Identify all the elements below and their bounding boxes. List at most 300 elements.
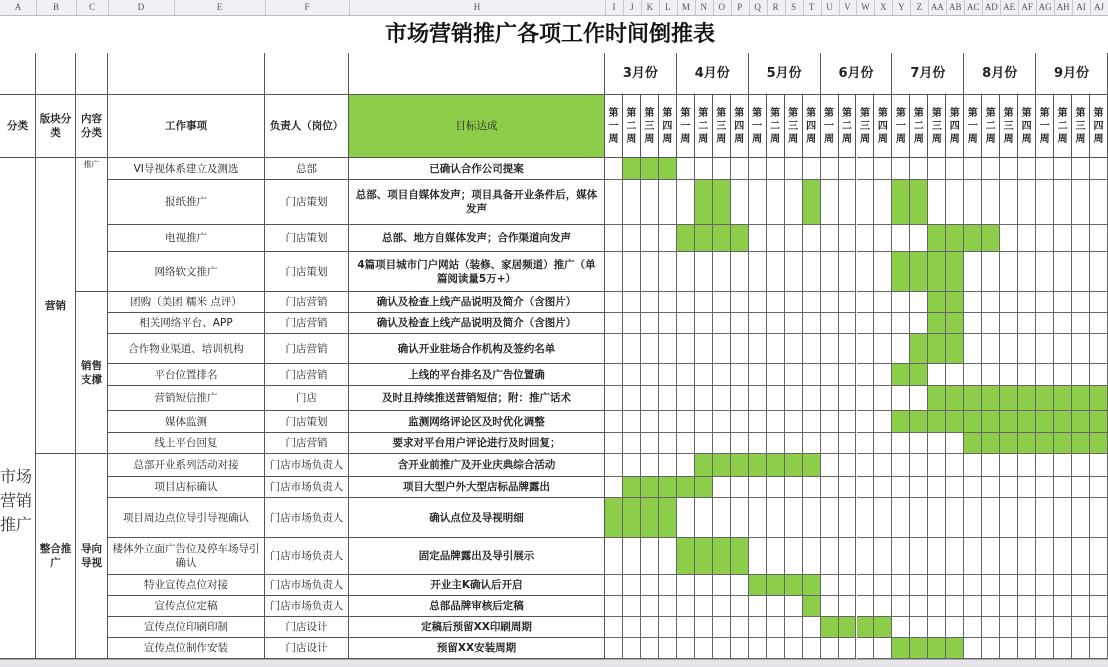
- gantt-cell[interactable]: [821, 252, 839, 292]
- gantt-cell[interactable]: [857, 292, 875, 313]
- gantt-cell[interactable]: [1072, 158, 1090, 180]
- gantt-cell[interactable]: [623, 433, 641, 454]
- gantt-cell[interactable]: [946, 225, 964, 252]
- gantt-cell[interactable]: [767, 498, 785, 538]
- gantt-cell[interactable]: [857, 596, 875, 617]
- gantt-cell[interactable]: [1054, 575, 1072, 596]
- gantt-cell[interactable]: [964, 411, 982, 433]
- gantt-cell[interactable]: [1090, 638, 1108, 659]
- gantt-cell[interactable]: [910, 498, 928, 538]
- gantt-cell[interactable]: [946, 411, 964, 433]
- gantt-cell[interactable]: [623, 538, 641, 575]
- gantt-cell[interactable]: [892, 180, 910, 225]
- gantt-cell[interactable]: [1090, 292, 1108, 313]
- gantt-cell[interactable]: [892, 538, 910, 575]
- gantt-cell[interactable]: [892, 292, 910, 313]
- gantt-cell[interactable]: [839, 538, 857, 575]
- gantt-cell[interactable]: [659, 292, 677, 313]
- gantt-cell[interactable]: [1000, 386, 1018, 411]
- gantt-cell[interactable]: [821, 638, 839, 659]
- gantt-cell[interactable]: [803, 364, 821, 386]
- gantt-cell[interactable]: [641, 538, 659, 575]
- gantt-cell[interactable]: [803, 538, 821, 575]
- gantt-cell[interactable]: [839, 498, 857, 538]
- gantt-cell[interactable]: [964, 433, 982, 454]
- gantt-cell[interactable]: [785, 386, 803, 411]
- column-header-AF[interactable]: AF: [1018, 0, 1037, 15]
- gantt-cell[interactable]: [677, 538, 695, 575]
- gantt-cell[interactable]: [785, 364, 803, 386]
- column-header-A[interactable]: A: [0, 0, 37, 15]
- gantt-cell[interactable]: [767, 225, 785, 252]
- gantt-cell[interactable]: [695, 334, 713, 364]
- gantt-cell[interactable]: [857, 313, 875, 334]
- gantt-cell[interactable]: [731, 364, 749, 386]
- column-header-J[interactable]: J: [623, 0, 642, 15]
- gantt-cell[interactable]: [821, 575, 839, 596]
- gantt-cell[interactable]: [785, 638, 803, 659]
- gantt-cell[interactable]: [1000, 158, 1018, 180]
- gantt-cell[interactable]: [695, 638, 713, 659]
- gantt-cell[interactable]: [874, 477, 892, 498]
- gantt-cell[interactable]: [1090, 180, 1108, 225]
- gantt-cell[interactable]: [695, 252, 713, 292]
- gantt-cell[interactable]: [928, 386, 946, 411]
- gantt-cell[interactable]: [785, 498, 803, 538]
- column-header-K[interactable]: K: [641, 0, 660, 15]
- gantt-cell[interactable]: [659, 386, 677, 411]
- gantt-cell[interactable]: [910, 158, 928, 180]
- gantt-cell[interactable]: [731, 386, 749, 411]
- gantt-cell[interactable]: [982, 575, 1000, 596]
- gantt-cell[interactable]: [857, 180, 875, 225]
- gantt-cell[interactable]: [1018, 386, 1036, 411]
- gantt-cell[interactable]: [964, 638, 982, 659]
- gantt-cell[interactable]: [910, 292, 928, 313]
- gantt-cell[interactable]: [982, 617, 1000, 638]
- gantt-cell[interactable]: [731, 617, 749, 638]
- gantt-cell[interactable]: [964, 252, 982, 292]
- gantt-cell[interactable]: [767, 411, 785, 433]
- gantt-cell[interactable]: [803, 292, 821, 313]
- column-header-Y[interactable]: Y: [892, 0, 911, 15]
- gantt-cell[interactable]: [928, 180, 946, 225]
- gantt-cell[interactable]: [982, 386, 1000, 411]
- gantt-cell[interactable]: [767, 158, 785, 180]
- gantt-cell[interactable]: [749, 477, 767, 498]
- column-header-B[interactable]: B: [36, 0, 77, 15]
- gantt-cell[interactable]: [1000, 638, 1018, 659]
- gantt-cell[interactable]: [821, 454, 839, 477]
- gantt-cell[interactable]: [1036, 538, 1054, 575]
- gantt-cell[interactable]: [1000, 538, 1018, 575]
- gantt-cell[interactable]: [910, 225, 928, 252]
- gantt-cell[interactable]: [1000, 313, 1018, 334]
- gantt-cell[interactable]: [1072, 454, 1090, 477]
- gantt-cell[interactable]: [874, 158, 892, 180]
- gantt-cell[interactable]: [749, 252, 767, 292]
- gantt-cell[interactable]: [623, 180, 641, 225]
- gantt-cell[interactable]: [964, 498, 982, 538]
- gantt-cell[interactable]: [821, 538, 839, 575]
- gantt-cell[interactable]: [605, 225, 623, 252]
- gantt-cell[interactable]: [767, 292, 785, 313]
- gantt-cell[interactable]: [803, 411, 821, 433]
- gantt-cell[interactable]: [1036, 433, 1054, 454]
- gantt-cell[interactable]: [964, 292, 982, 313]
- gantt-cell[interactable]: [982, 596, 1000, 617]
- gantt-cell[interactable]: [641, 158, 659, 180]
- gantt-cell[interactable]: [749, 313, 767, 334]
- gantt-cell[interactable]: [677, 617, 695, 638]
- gantt-cell[interactable]: [623, 225, 641, 252]
- gantt-cell[interactable]: [1054, 334, 1072, 364]
- gantt-cell[interactable]: [874, 386, 892, 411]
- gantt-cell[interactable]: [623, 454, 641, 477]
- gantt-cell[interactable]: [641, 575, 659, 596]
- gantt-cell[interactable]: [892, 498, 910, 538]
- gantt-cell[interactable]: [623, 313, 641, 334]
- gantt-cell[interactable]: [964, 158, 982, 180]
- gantt-cell[interactable]: [731, 477, 749, 498]
- gantt-cell[interactable]: [982, 477, 1000, 498]
- gantt-cell[interactable]: [982, 313, 1000, 334]
- gantt-cell[interactable]: [641, 454, 659, 477]
- gantt-cell[interactable]: [695, 180, 713, 225]
- gantt-cell[interactable]: [964, 334, 982, 364]
- gantt-cell[interactable]: [839, 477, 857, 498]
- gantt-cell[interactable]: [749, 364, 767, 386]
- gantt-cell[interactable]: [1036, 158, 1054, 180]
- gantt-cell[interactable]: [1018, 252, 1036, 292]
- gantt-cell[interactable]: [677, 498, 695, 538]
- gantt-cell[interactable]: [713, 313, 731, 334]
- gantt-cell[interactable]: [1072, 617, 1090, 638]
- gantt-cell[interactable]: [731, 313, 749, 334]
- gantt-cell[interactable]: [839, 292, 857, 313]
- gantt-cell[interactable]: [605, 596, 623, 617]
- gantt-cell[interactable]: [1000, 433, 1018, 454]
- gantt-cell[interactable]: [749, 575, 767, 596]
- gantt-cell[interactable]: [1090, 498, 1108, 538]
- gantt-cell[interactable]: [767, 538, 785, 575]
- gantt-cell[interactable]: [713, 498, 731, 538]
- gantt-cell[interactable]: [946, 498, 964, 538]
- gantt-cell[interactable]: [857, 334, 875, 364]
- gantt-cell[interactable]: [749, 617, 767, 638]
- gantt-cell[interactable]: [1054, 158, 1072, 180]
- gantt-cell[interactable]: [1000, 575, 1018, 596]
- gantt-cell[interactable]: [1054, 617, 1072, 638]
- gantt-cell[interactable]: [1000, 596, 1018, 617]
- gantt-cell[interactable]: [677, 292, 695, 313]
- gantt-cell[interactable]: [1036, 454, 1054, 477]
- gantt-cell[interactable]: [839, 454, 857, 477]
- gantt-cell[interactable]: [839, 433, 857, 454]
- gantt-cell[interactable]: [928, 477, 946, 498]
- gantt-cell[interactable]: [731, 225, 749, 252]
- gantt-cell[interactable]: [641, 180, 659, 225]
- gantt-cell[interactable]: [892, 638, 910, 659]
- gantt-cell[interactable]: [982, 158, 1000, 180]
- gantt-cell[interactable]: [677, 596, 695, 617]
- gantt-cell[interactable]: [1090, 334, 1108, 364]
- gantt-cell[interactable]: [857, 411, 875, 433]
- gantt-cell[interactable]: [1018, 477, 1036, 498]
- gantt-cell[interactable]: [695, 433, 713, 454]
- gantt-cell[interactable]: [910, 617, 928, 638]
- gantt-cell[interactable]: [1018, 596, 1036, 617]
- gantt-cell[interactable]: [821, 617, 839, 638]
- gantt-cell[interactable]: [1072, 498, 1090, 538]
- gantt-cell[interactable]: [982, 180, 1000, 225]
- gantt-cell[interactable]: [1054, 252, 1072, 292]
- gantt-cell[interactable]: [605, 180, 623, 225]
- gantt-cell[interactable]: [821, 596, 839, 617]
- gantt-cell[interactable]: [659, 575, 677, 596]
- gantt-cell[interactable]: [1036, 477, 1054, 498]
- gantt-cell[interactable]: [910, 364, 928, 386]
- gantt-cell[interactable]: [713, 575, 731, 596]
- gantt-cell[interactable]: [623, 498, 641, 538]
- gantt-cell[interactable]: [946, 180, 964, 225]
- gantt-cell[interactable]: [731, 334, 749, 364]
- gantt-cell[interactable]: [928, 292, 946, 313]
- gantt-cell[interactable]: [677, 180, 695, 225]
- gantt-cell[interactable]: [874, 538, 892, 575]
- column-header-L[interactable]: L: [659, 0, 678, 15]
- gantt-cell[interactable]: [1000, 364, 1018, 386]
- gantt-cell[interactable]: [659, 180, 677, 225]
- gantt-cell[interactable]: [892, 454, 910, 477]
- gantt-cell[interactable]: [982, 433, 1000, 454]
- gantt-cell[interactable]: [713, 617, 731, 638]
- gantt-cell[interactable]: [659, 334, 677, 364]
- gantt-cell[interactable]: [892, 225, 910, 252]
- gantt-cell[interactable]: [605, 386, 623, 411]
- gantt-cell[interactable]: [1072, 292, 1090, 313]
- gantt-cell[interactable]: [1036, 411, 1054, 433]
- gantt-cell[interactable]: [605, 617, 623, 638]
- gantt-cell[interactable]: [1000, 617, 1018, 638]
- gantt-cell[interactable]: [857, 575, 875, 596]
- gantt-cell[interactable]: [623, 477, 641, 498]
- gantt-cell[interactable]: [677, 454, 695, 477]
- column-header-W[interactable]: W: [857, 0, 876, 15]
- gantt-cell[interactable]: [749, 180, 767, 225]
- gantt-cell[interactable]: [749, 334, 767, 364]
- gantt-cell[interactable]: [910, 252, 928, 292]
- gantt-cell[interactable]: [964, 225, 982, 252]
- gantt-cell[interactable]: [731, 411, 749, 433]
- gantt-cell[interactable]: [857, 498, 875, 538]
- gantt-cell[interactable]: [1090, 575, 1108, 596]
- gantt-cell[interactable]: [1018, 638, 1036, 659]
- gantt-cell[interactable]: [767, 252, 785, 292]
- gantt-cell[interactable]: [1036, 252, 1054, 292]
- gantt-cell[interactable]: [892, 477, 910, 498]
- gantt-cell[interactable]: [982, 411, 1000, 433]
- gantt-cell[interactable]: [1018, 225, 1036, 252]
- column-header-Z[interactable]: Z: [910, 0, 929, 15]
- gantt-cell[interactable]: [1000, 454, 1018, 477]
- gantt-cell[interactable]: [695, 454, 713, 477]
- gantt-cell[interactable]: [874, 638, 892, 659]
- gantt-cell[interactable]: [1000, 225, 1018, 252]
- gantt-cell[interactable]: [785, 252, 803, 292]
- gantt-cell[interactable]: [803, 638, 821, 659]
- column-header-X[interactable]: X: [874, 0, 893, 15]
- gantt-cell[interactable]: [677, 411, 695, 433]
- gantt-cell[interactable]: [767, 180, 785, 225]
- column-header-D[interactable]: D: [108, 0, 175, 15]
- gantt-cell[interactable]: [731, 158, 749, 180]
- gantt-cell[interactable]: [749, 411, 767, 433]
- gantt-cell[interactable]: [982, 292, 1000, 313]
- gantt-cell[interactable]: [964, 386, 982, 411]
- gantt-cell[interactable]: [785, 433, 803, 454]
- gantt-cell[interactable]: [1036, 596, 1054, 617]
- gantt-cell[interactable]: [839, 158, 857, 180]
- gantt-cell[interactable]: [605, 252, 623, 292]
- gantt-cell[interactable]: [1036, 498, 1054, 538]
- gantt-cell[interactable]: [641, 617, 659, 638]
- gantt-cell[interactable]: [892, 313, 910, 334]
- gantt-cell[interactable]: [785, 477, 803, 498]
- gantt-cell[interactable]: [910, 411, 928, 433]
- gantt-cell[interactable]: [1090, 411, 1108, 433]
- gantt-cell[interactable]: [839, 180, 857, 225]
- gantt-cell[interactable]: [659, 252, 677, 292]
- gantt-cell[interactable]: [839, 364, 857, 386]
- gantt-cell[interactable]: [982, 638, 1000, 659]
- gantt-cell[interactable]: [857, 364, 875, 386]
- gantt-cell[interactable]: [785, 596, 803, 617]
- gantt-cell[interactable]: [839, 313, 857, 334]
- gantt-cell[interactable]: [821, 180, 839, 225]
- gantt-cell[interactable]: [767, 454, 785, 477]
- gantt-cell[interactable]: [1000, 477, 1018, 498]
- gantt-cell[interactable]: [677, 252, 695, 292]
- gantt-cell[interactable]: [982, 538, 1000, 575]
- gantt-cell[interactable]: [946, 538, 964, 575]
- gantt-cell[interactable]: [874, 411, 892, 433]
- gantt-cell[interactable]: [874, 433, 892, 454]
- gantt-cell[interactable]: [677, 158, 695, 180]
- gantt-cell[interactable]: [1018, 454, 1036, 477]
- gantt-cell[interactable]: [1018, 433, 1036, 454]
- gantt-cell[interactable]: [785, 454, 803, 477]
- gantt-cell[interactable]: [928, 538, 946, 575]
- gantt-cell[interactable]: [839, 334, 857, 364]
- gantt-cell[interactable]: [964, 477, 982, 498]
- gantt-cell[interactable]: [785, 334, 803, 364]
- gantt-cell[interactable]: [803, 252, 821, 292]
- gantt-cell[interactable]: [749, 638, 767, 659]
- gantt-cell[interactable]: [605, 454, 623, 477]
- gantt-cell[interactable]: [857, 386, 875, 411]
- gantt-cell[interactable]: [1018, 292, 1036, 313]
- gantt-cell[interactable]: [659, 225, 677, 252]
- gantt-cell[interactable]: [749, 158, 767, 180]
- column-header-AA[interactable]: AA: [928, 0, 947, 15]
- gantt-cell[interactable]: [695, 411, 713, 433]
- gantt-cell[interactable]: [659, 538, 677, 575]
- gantt-cell[interactable]: [623, 596, 641, 617]
- gantt-cell[interactable]: [1054, 538, 1072, 575]
- gantt-cell[interactable]: [964, 313, 982, 334]
- gantt-cell[interactable]: [731, 180, 749, 225]
- gantt-cell[interactable]: [731, 252, 749, 292]
- gantt-cell[interactable]: [623, 334, 641, 364]
- gantt-cell[interactable]: [946, 364, 964, 386]
- gantt-cell[interactable]: [892, 433, 910, 454]
- gantt-cell[interactable]: [803, 158, 821, 180]
- gantt-cell[interactable]: [928, 411, 946, 433]
- gantt-cell[interactable]: [623, 158, 641, 180]
- gantt-cell[interactable]: [785, 411, 803, 433]
- gantt-cell[interactable]: [964, 364, 982, 386]
- gantt-cell[interactable]: [874, 454, 892, 477]
- gantt-cell[interactable]: [910, 638, 928, 659]
- gantt-cell[interactable]: [803, 596, 821, 617]
- gantt-cell[interactable]: [803, 454, 821, 477]
- gantt-cell[interactable]: [713, 433, 731, 454]
- gantt-cell[interactable]: [1036, 364, 1054, 386]
- gantt-cell[interactable]: [892, 575, 910, 596]
- gantt-cell[interactable]: [713, 454, 731, 477]
- gantt-cell[interactable]: [892, 252, 910, 292]
- gantt-cell[interactable]: [821, 313, 839, 334]
- gantt-cell[interactable]: [928, 252, 946, 292]
- gantt-cell[interactable]: [605, 477, 623, 498]
- gantt-cell[interactable]: [749, 538, 767, 575]
- gantt-cell[interactable]: [874, 292, 892, 313]
- gantt-cell[interactable]: [803, 433, 821, 454]
- gantt-cell[interactable]: [659, 364, 677, 386]
- gantt-cell[interactable]: [767, 334, 785, 364]
- gantt-cell[interactable]: [1018, 158, 1036, 180]
- gantt-cell[interactable]: [803, 386, 821, 411]
- gantt-cell[interactable]: [1000, 252, 1018, 292]
- gantt-cell[interactable]: [677, 334, 695, 364]
- gantt-cell[interactable]: [1036, 386, 1054, 411]
- gantt-cell[interactable]: [695, 158, 713, 180]
- gantt-cell[interactable]: [821, 433, 839, 454]
- gantt-cell[interactable]: [910, 575, 928, 596]
- gantt-cell[interactable]: [659, 498, 677, 538]
- gantt-cell[interactable]: [767, 313, 785, 334]
- gantt-cell[interactable]: [641, 292, 659, 313]
- gantt-cell[interactable]: [641, 252, 659, 292]
- gantt-cell[interactable]: [839, 225, 857, 252]
- gantt-cell[interactable]: [1054, 596, 1072, 617]
- gantt-cell[interactable]: [982, 364, 1000, 386]
- gantt-cell[interactable]: [659, 477, 677, 498]
- gantt-cell[interactable]: [1072, 575, 1090, 596]
- gantt-cell[interactable]: [767, 638, 785, 659]
- gantt-cell[interactable]: [1036, 334, 1054, 364]
- gantt-cell[interactable]: [695, 477, 713, 498]
- gantt-cell[interactable]: [731, 538, 749, 575]
- gantt-cell[interactable]: [659, 454, 677, 477]
- gantt-cell[interactable]: [1090, 252, 1108, 292]
- gantt-cell[interactable]: [874, 617, 892, 638]
- gantt-cell[interactable]: [695, 386, 713, 411]
- column-header-AD[interactable]: AD: [982, 0, 1001, 15]
- gantt-cell[interactable]: [946, 313, 964, 334]
- gantt-cell[interactable]: [1018, 498, 1036, 538]
